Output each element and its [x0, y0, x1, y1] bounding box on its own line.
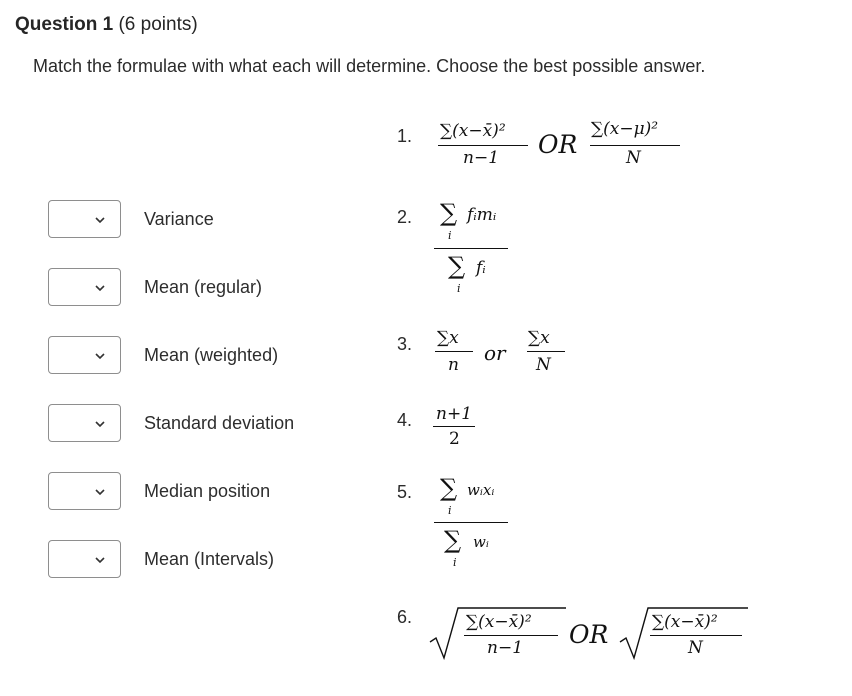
chevron-down-icon [94, 486, 106, 498]
formula-denominator: N [688, 638, 703, 658]
formula-number: 5. [397, 482, 413, 502]
answer-select[interactable] [48, 200, 121, 238]
formula-denominator: wᵢ [473, 533, 489, 551]
match-row-mean-intervals [48, 538, 275, 580]
formula-or: OR [538, 130, 578, 159]
formula-denominator: N [626, 148, 641, 168]
question-points: (6 points) [118, 14, 198, 35]
formula-numerator: ∑(x−x̄)² [466, 612, 532, 632]
fraction-bar [434, 248, 508, 249]
row-label: Mean (Intervals) [144, 548, 275, 569]
question-title [15, 14, 198, 36]
formula-denominator: n−1 [487, 638, 524, 658]
formula-or: or [484, 341, 506, 365]
fraction-bar [438, 145, 528, 146]
sigma-subscript: i [457, 282, 461, 295]
formula-numerator: ∑(x−x̄)² [652, 612, 718, 632]
sigma-subscript: i [453, 556, 457, 569]
match-row-mean-regular [48, 266, 263, 308]
sigma-symbol: ∑ [440, 199, 458, 227]
chevron-down-icon [94, 214, 106, 226]
fraction-bar [527, 351, 565, 352]
formula-numerator: ∑x [528, 328, 550, 348]
fraction-bar [433, 426, 475, 427]
formula-number: 1. [397, 126, 413, 146]
formula-numerator: ∑x [437, 328, 459, 348]
chevron-down-icon [94, 418, 106, 430]
row-label: Mean (weighted) [144, 344, 279, 365]
answer-select[interactable] [48, 336, 121, 374]
fraction-bar [435, 351, 473, 352]
row-label: Median position [144, 480, 271, 501]
sigma-symbol: ∑ [440, 474, 458, 502]
formula-numerator: n+1 [436, 404, 473, 424]
formula-number: 2. [397, 207, 413, 227]
formula-number: 4. [397, 410, 413, 430]
row-label: Variance [144, 208, 214, 229]
row-label: Standard deviation [144, 412, 295, 433]
chevron-down-icon [94, 350, 106, 362]
formula-denominator: n [448, 355, 459, 375]
fraction-bar [590, 145, 680, 146]
match-row-mean-weighted [48, 334, 279, 376]
question-number: Question 1 [15, 14, 114, 35]
answer-select[interactable] [48, 540, 121, 578]
match-row-standard-deviation [48, 402, 295, 444]
formula-number: 6. [397, 607, 413, 627]
answer-select[interactable] [48, 404, 121, 442]
formula-numerator: fᵢmᵢ [467, 205, 497, 225]
formula-denominator: N [536, 355, 551, 375]
sigma-symbol: ∑ [448, 252, 466, 280]
formula-numerator: wᵢxᵢ [467, 481, 495, 499]
formula-denominator: fᵢ [476, 258, 486, 278]
match-row-variance [48, 198, 214, 240]
question-instruction: Match the formulae with what each will determine. Choose the best possible answer. [33, 56, 706, 76]
formula-denominator: 2 [449, 429, 460, 449]
sigma-subscript: i [448, 504, 452, 517]
fraction-bar [434, 522, 508, 523]
formula-numerator: ∑(x−x̄)² [440, 121, 506, 141]
fraction-bar [650, 635, 742, 636]
fraction-bar [464, 635, 558, 636]
formula-numerator: ∑(x−μ)² [591, 119, 659, 139]
answer-select[interactable] [48, 472, 121, 510]
match-row-median-position [48, 470, 271, 512]
sigma-symbol: ∑ [444, 526, 462, 554]
chevron-down-icon [94, 554, 106, 566]
formula-denominator: n−1 [463, 148, 500, 168]
chevron-down-icon [94, 282, 106, 294]
formula-number: 3. [397, 334, 413, 354]
sigma-subscript: i [448, 229, 452, 242]
row-label: Mean (regular) [144, 276, 263, 297]
answer-select[interactable] [48, 268, 121, 306]
formula-or: OR [569, 620, 609, 649]
